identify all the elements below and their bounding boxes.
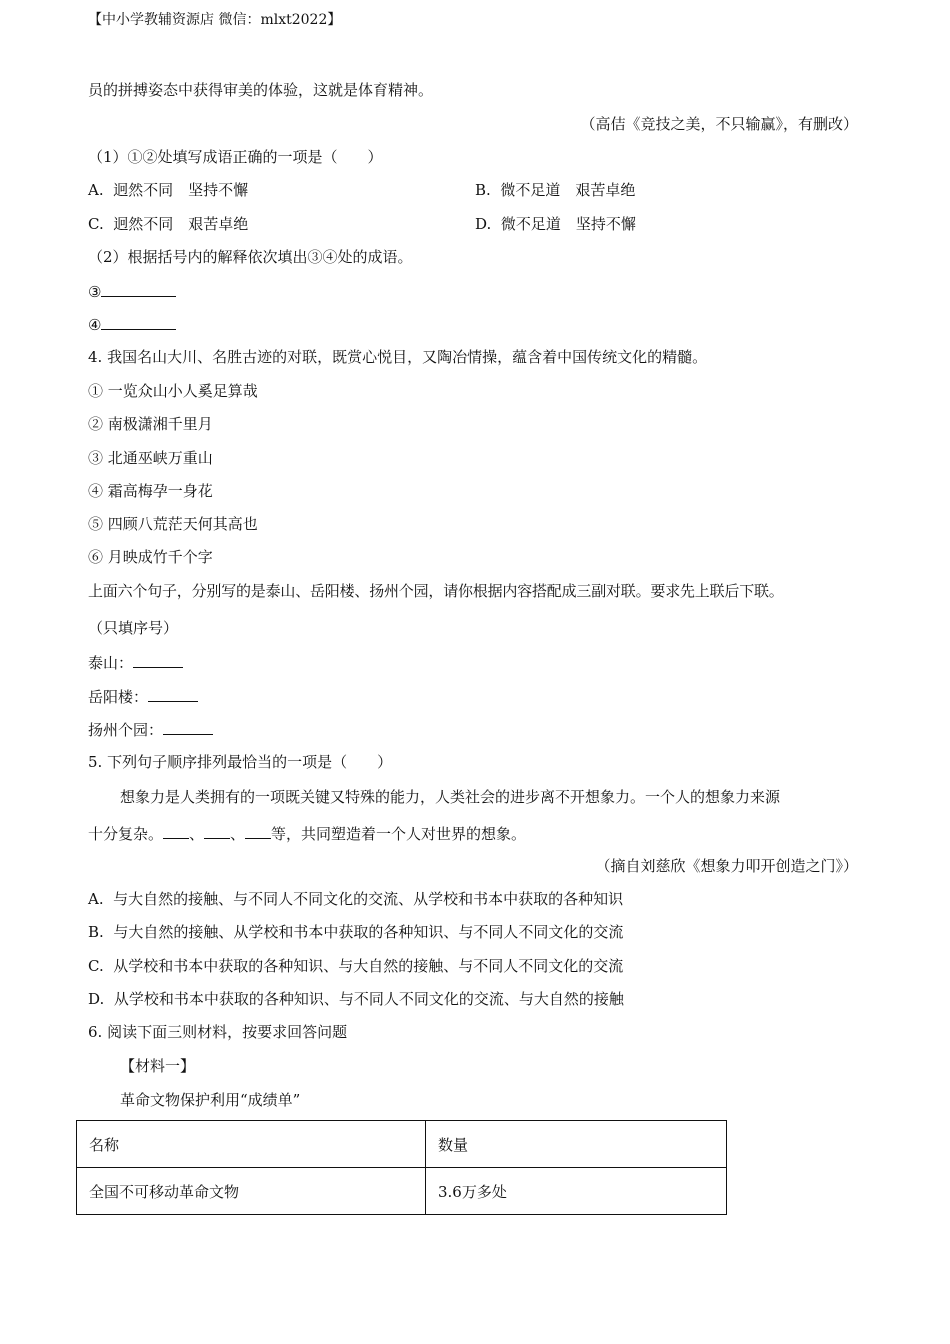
q5-option-b[interactable] <box>88 922 623 942</box>
option-text: 从学校和书本中获取的各种知识、与大自然的接触、与不同人不同文化的交流 <box>113 957 624 975</box>
q5-text-b: 等，共同塑造着一个人对世界的想象。 <box>271 825 527 843</box>
answer-blank[interactable] <box>101 314 176 330</box>
option-label: A. <box>88 890 104 908</box>
answer-blank[interactable] <box>101 281 176 297</box>
q5-option-a[interactable] <box>88 889 623 909</box>
table-header-cell: 数量 <box>426 1121 727 1168</box>
q5-paragraph-line-1: 想象力是人类拥有的一项既关键又特殊的能力，人类社会的进步离不开想象力。一个人的想象力来源 <box>120 788 781 806</box>
option-label: C. <box>88 957 104 975</box>
table-cell: 3.6万多处 <box>426 1168 727 1215</box>
passage-source: （高佶《竞技之美，不只输赢》，有删改） <box>580 115 858 133</box>
q4-item: ③ 北通巫峡万重山 <box>88 449 213 467</box>
option-text: 微不足道 艰苦卓绝 <box>500 181 636 199</box>
q3-1-option-a[interactable] <box>88 180 248 200</box>
q4-answer-geyuan <box>88 719 213 740</box>
blank-number: ③ <box>88 283 102 301</box>
answer-blank[interactable] <box>204 823 230 839</box>
option-text: 迥然不同 坚持不懈 <box>113 181 249 199</box>
q6-material-label: 【材料一】 <box>120 1057 196 1075</box>
q4-stem: 4. 我国名山大川、名胜古迹的对联，既赏心悦目，又陶冶情操，蕴含着中国传统文化的精髓。 <box>88 348 708 366</box>
q5-paragraph-line-2 <box>88 823 526 844</box>
q4-instruction-note: （只填序号） <box>88 619 179 637</box>
option-label: D. <box>88 990 105 1008</box>
option-text: 迥然不同 艰苦卓绝 <box>113 215 249 233</box>
option-text: 与大自然的接触、从学校和书本中获取的各种知识、与不同人不同文化的交流 <box>113 923 624 941</box>
table-header-cell: 名称 <box>77 1121 426 1168</box>
option-label: C. <box>88 215 104 233</box>
passage-end-text: 员的拼搏姿态中获得审美的体验，这就是体育精神。 <box>88 81 434 99</box>
separator: 、 <box>230 825 246 843</box>
table-row <box>77 1168 727 1215</box>
q5-source: （摘自刘慈欣《想象力叩开创造之门》） <box>595 857 858 875</box>
table-cell: 全国不可移动革命文物 <box>77 1168 426 1215</box>
q6-table-title: 革命文物保护利用“成绩单” <box>120 1091 301 1109</box>
q4-item: ④ 霜高梅孕一身花 <box>88 482 213 500</box>
q3-1-option-d[interactable] <box>475 214 636 234</box>
answer-blank[interactable] <box>133 652 183 668</box>
q4-instruction: 上面六个句子，分别写的是泰山、岳阳楼、扬州个园，请你根据内容搭配成三副对联。要求先上联后下联。 <box>88 582 784 600</box>
q3-1-stem: （1）①②处填写成语正确的一项是（ ） <box>88 148 383 166</box>
option-label: A. <box>88 181 104 199</box>
material-table <box>76 1120 727 1215</box>
answer-label: 扬州个园： <box>88 721 164 739</box>
q3-2-blank-3 <box>88 281 176 302</box>
option-text: 微不足道 坚持不懈 <box>500 215 636 233</box>
option-text: 从学校和书本中获取的各种知识、与不同人不同文化的交流、与大自然的接触 <box>113 990 624 1008</box>
q5-option-c[interactable] <box>88 956 623 976</box>
q4-item: ① 一览众山小人奚足算哉 <box>88 382 258 400</box>
q4-answer-yueyanglou <box>88 686 198 707</box>
answer-blank[interactable] <box>163 719 213 735</box>
q4-answer-taishan <box>88 652 183 673</box>
q4-item: ⑤ 四顾八荒茫天何其高也 <box>88 515 258 533</box>
q4-item: ⑥ 月映成竹千个字 <box>88 548 213 566</box>
answer-blank[interactable] <box>163 823 189 839</box>
q4-item: ② 南极潇湘千里月 <box>88 415 213 433</box>
q3-2-stem: （2）根据括号内的解释依次填出③④处的成语。 <box>88 248 413 266</box>
page-header: 【中小学教辅资源店 微信：mlxt2022】 <box>88 12 342 28</box>
option-label: B. <box>88 923 104 941</box>
q3-2-blank-4 <box>88 314 176 335</box>
answer-label: 泰山： <box>88 654 134 672</box>
q5-text-a: 十分复杂。 <box>88 825 164 843</box>
blank-number: ④ <box>88 316 102 334</box>
answer-blank[interactable] <box>245 823 271 839</box>
q5-option-d[interactable] <box>88 989 624 1009</box>
option-text: 与大自然的接触、与不同人不同文化的交流、从学校和书本中获取的各种知识 <box>113 890 624 908</box>
q3-1-option-c[interactable] <box>88 214 248 234</box>
q6-stem: 6. 阅读下面三则材料，按要求回答问题 <box>88 1023 348 1041</box>
option-label: D. <box>475 215 492 233</box>
table-header-row <box>77 1121 727 1168</box>
option-label: B. <box>475 181 491 199</box>
answer-blank[interactable] <box>148 686 198 702</box>
separator: 、 <box>189 825 205 843</box>
q3-1-option-b[interactable] <box>475 180 635 200</box>
answer-label: 岳阳楼： <box>88 688 149 706</box>
q5-stem: 5. 下列句子顺序排列最恰当的一项是（ ） <box>88 753 393 771</box>
